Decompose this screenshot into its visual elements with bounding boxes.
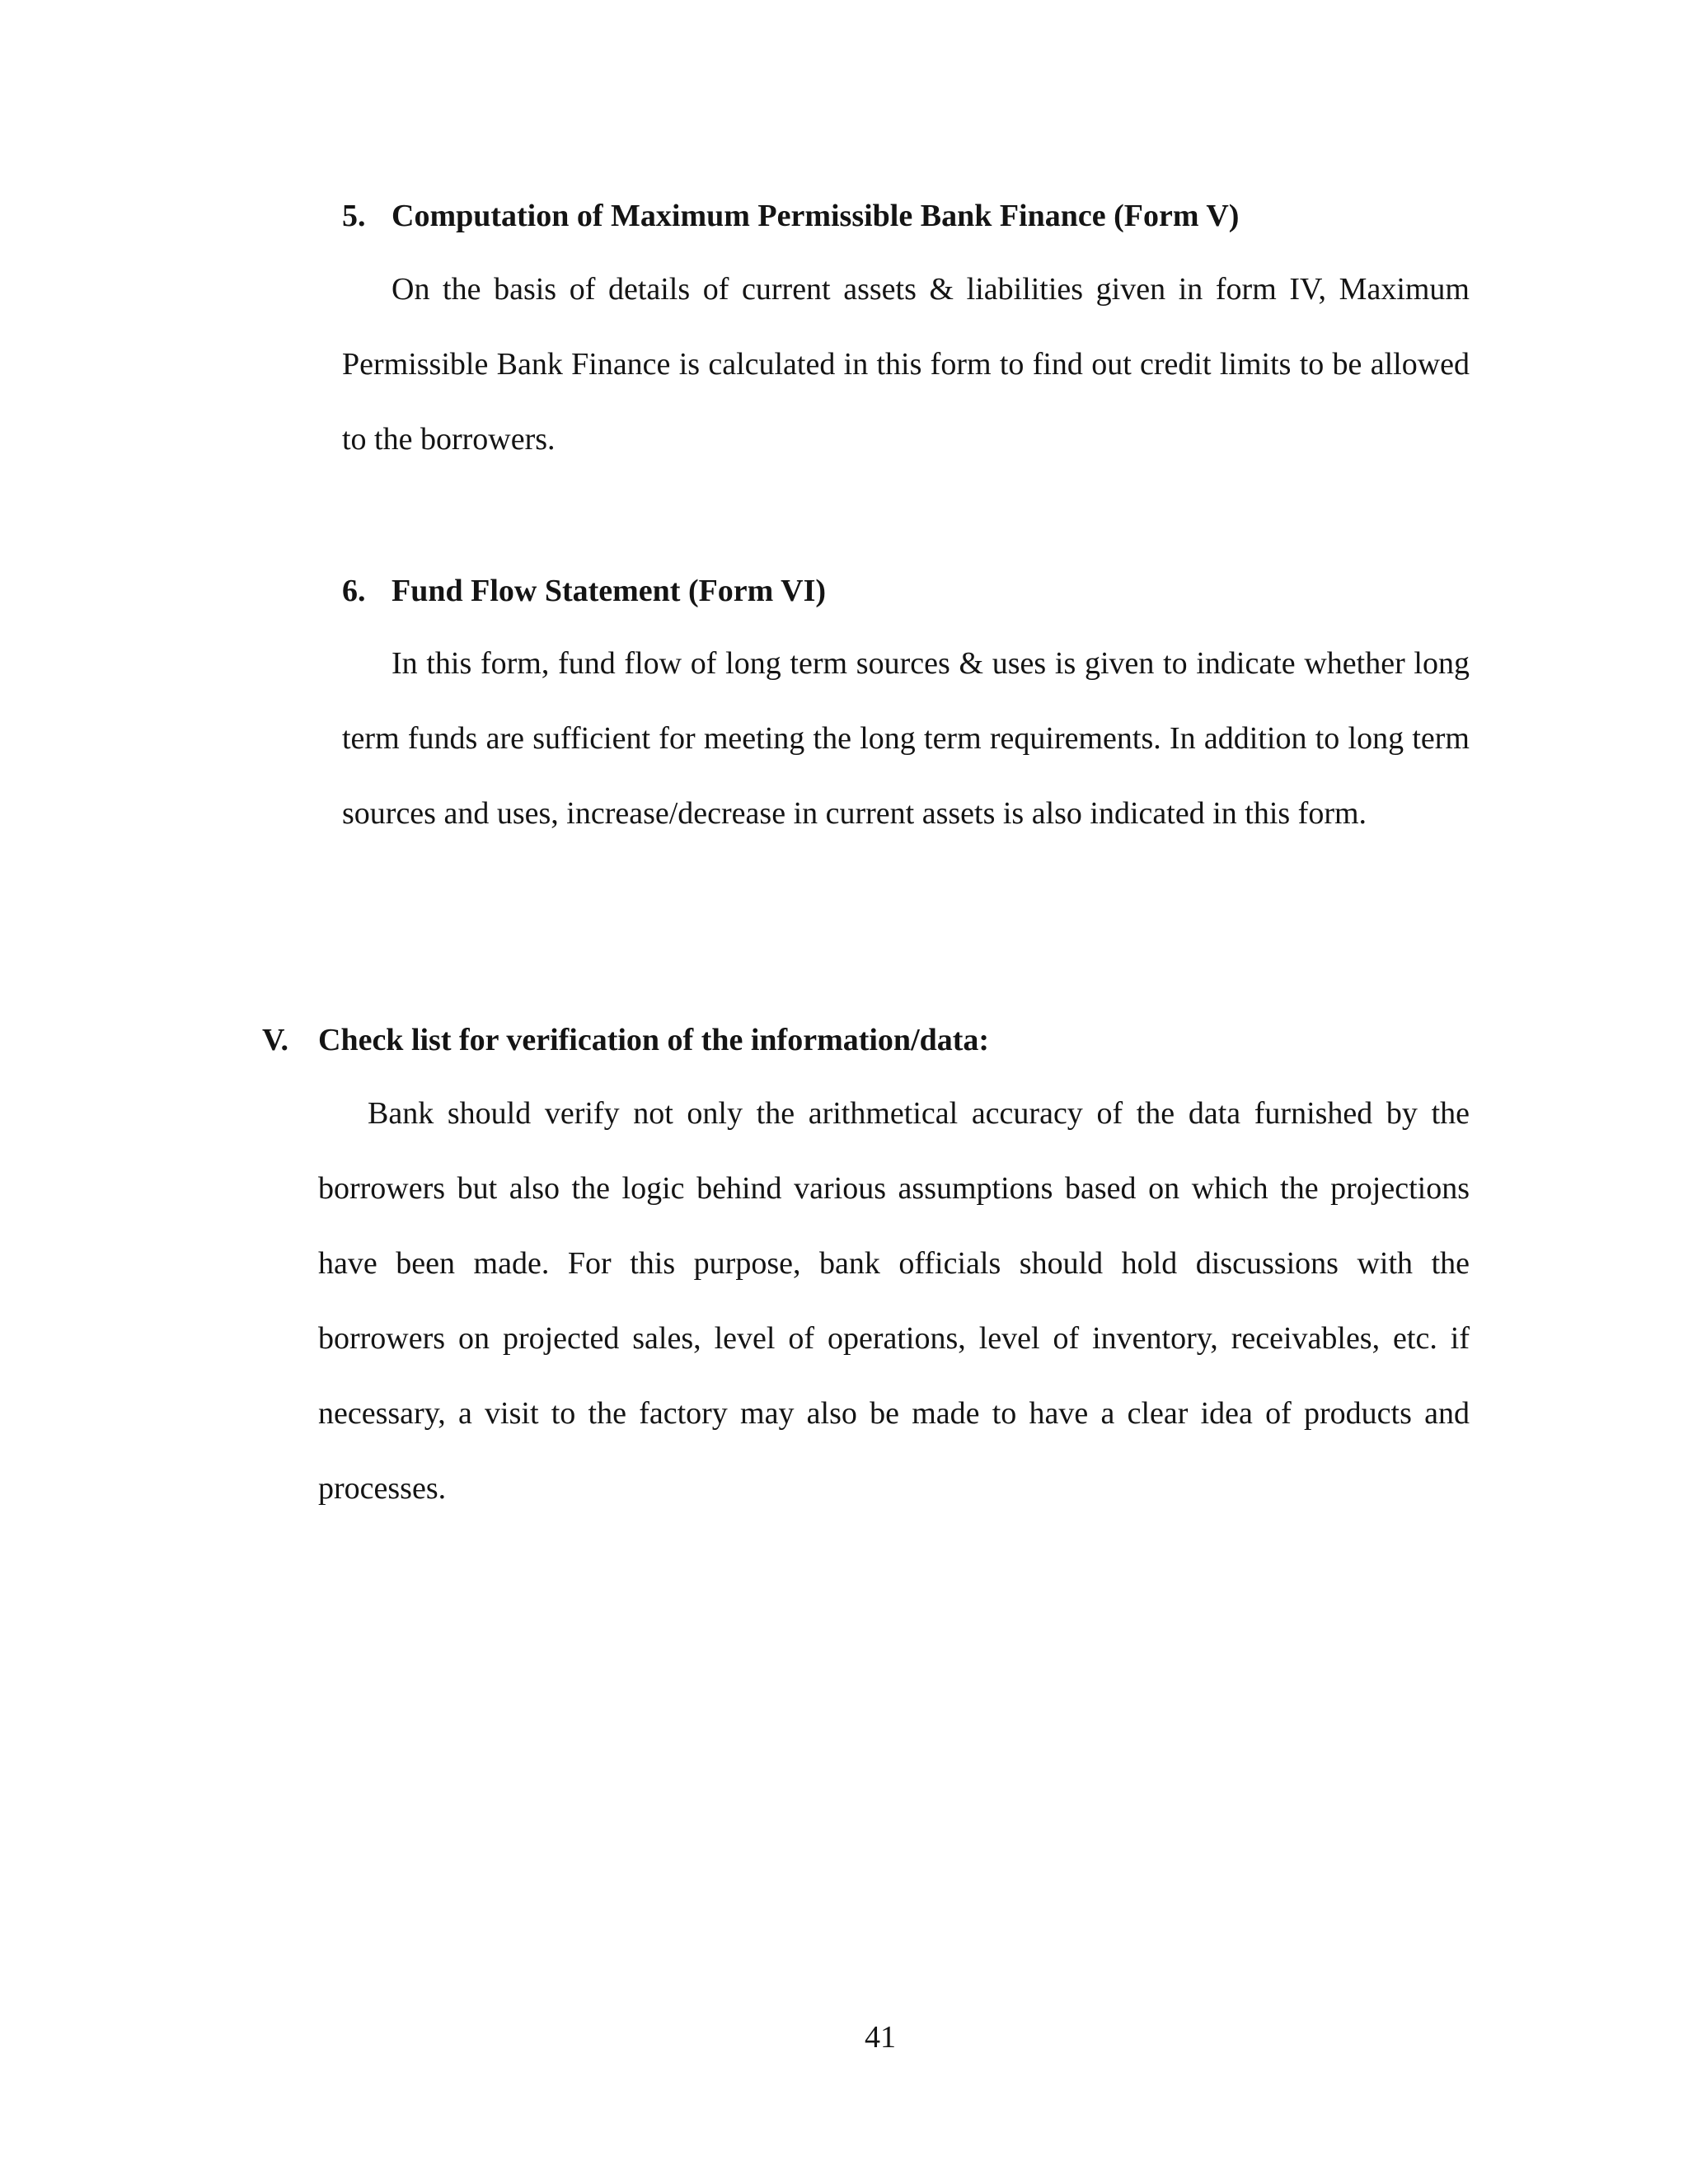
section-5-heading [342, 198, 1239, 234]
section-5-title: Computation of Maximum Permissible Bank Finance (Form V) [392, 199, 1240, 233]
page-number: 41 [865, 2020, 896, 2055]
section-v-title: Check list for verification of the information/data: [318, 1023, 990, 1057]
section-6-number: 6. [342, 574, 366, 608]
section-6-body: In this form, fund flow of long term sources & uses is given to indicate whether long term funds are sufficient for meeting the long term requirements. In addition to long term sources and uses, increase/decrease in current assets is also indicated in this form. [342, 646, 1470, 831]
section-5-number: 5. [342, 199, 366, 233]
section-6-title: Fund Flow Statement (Form VI) [392, 574, 827, 608]
section-6-heading [342, 573, 826, 609]
section-v-heading [262, 1022, 989, 1058]
section-5-body: On the basis of details of current assets & liabilities given in form IV, Maximum Permissible Bank Finance is calculated in this form to find out credit limits to be allowed to the borrowers. [342, 272, 1470, 457]
section-v-body: Bank should verify not only the arithmetical accuracy of the data furnished by the borrowers but also the logic behind various assumptions based on which the projections have been made. For this purpose, bank officials should hold discussions with the borrowers on projected sales, level of operations, level of inventory, receivables, etc. if necessary, a visit to the factory may also be made to have a clear idea of products and processes. [318, 1096, 1470, 1506]
section-v-number: V. [262, 1023, 289, 1057]
